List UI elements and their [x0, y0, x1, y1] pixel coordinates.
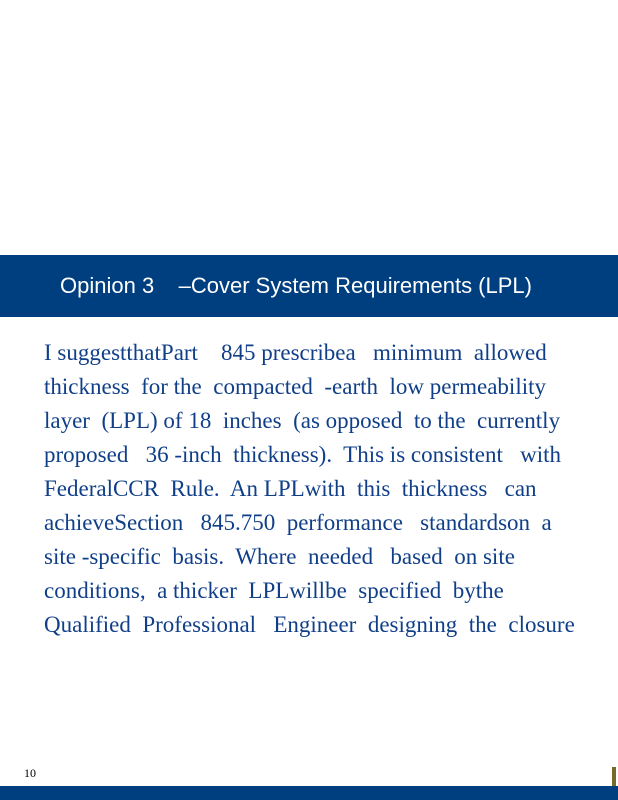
- body-line: proposed 36 -inch thickness). This is consistent with: [44, 442, 562, 467]
- slide-body: [44, 336, 618, 642]
- body-line: conditions, a thicker LPLwillbe specified bythe: [44, 578, 504, 603]
- body-line: I suggestthatPart 845 prescribea minimum allowed: [44, 340, 547, 365]
- body-line: achieveSection 845.750 performance standardson a: [44, 510, 552, 535]
- body-line: layer (LPL) of 18 inches (as opposed to the currently: [44, 408, 561, 433]
- slide-title: Opinion 3 –Cover System Requirements (LPL): [60, 273, 532, 298]
- body-line: FederalCCR Rule. An LPLwith this thickness can: [44, 476, 537, 501]
- body-line: site -specific basis. Where needed based on site: [44, 544, 515, 569]
- slide-number: 10: [24, 766, 36, 780]
- body-line: Qualified Professional Engineer designing the closure: [44, 612, 575, 637]
- body-line: thickness for the compacted -earth low permeability: [44, 374, 546, 399]
- footer-bar: [0, 786, 618, 800]
